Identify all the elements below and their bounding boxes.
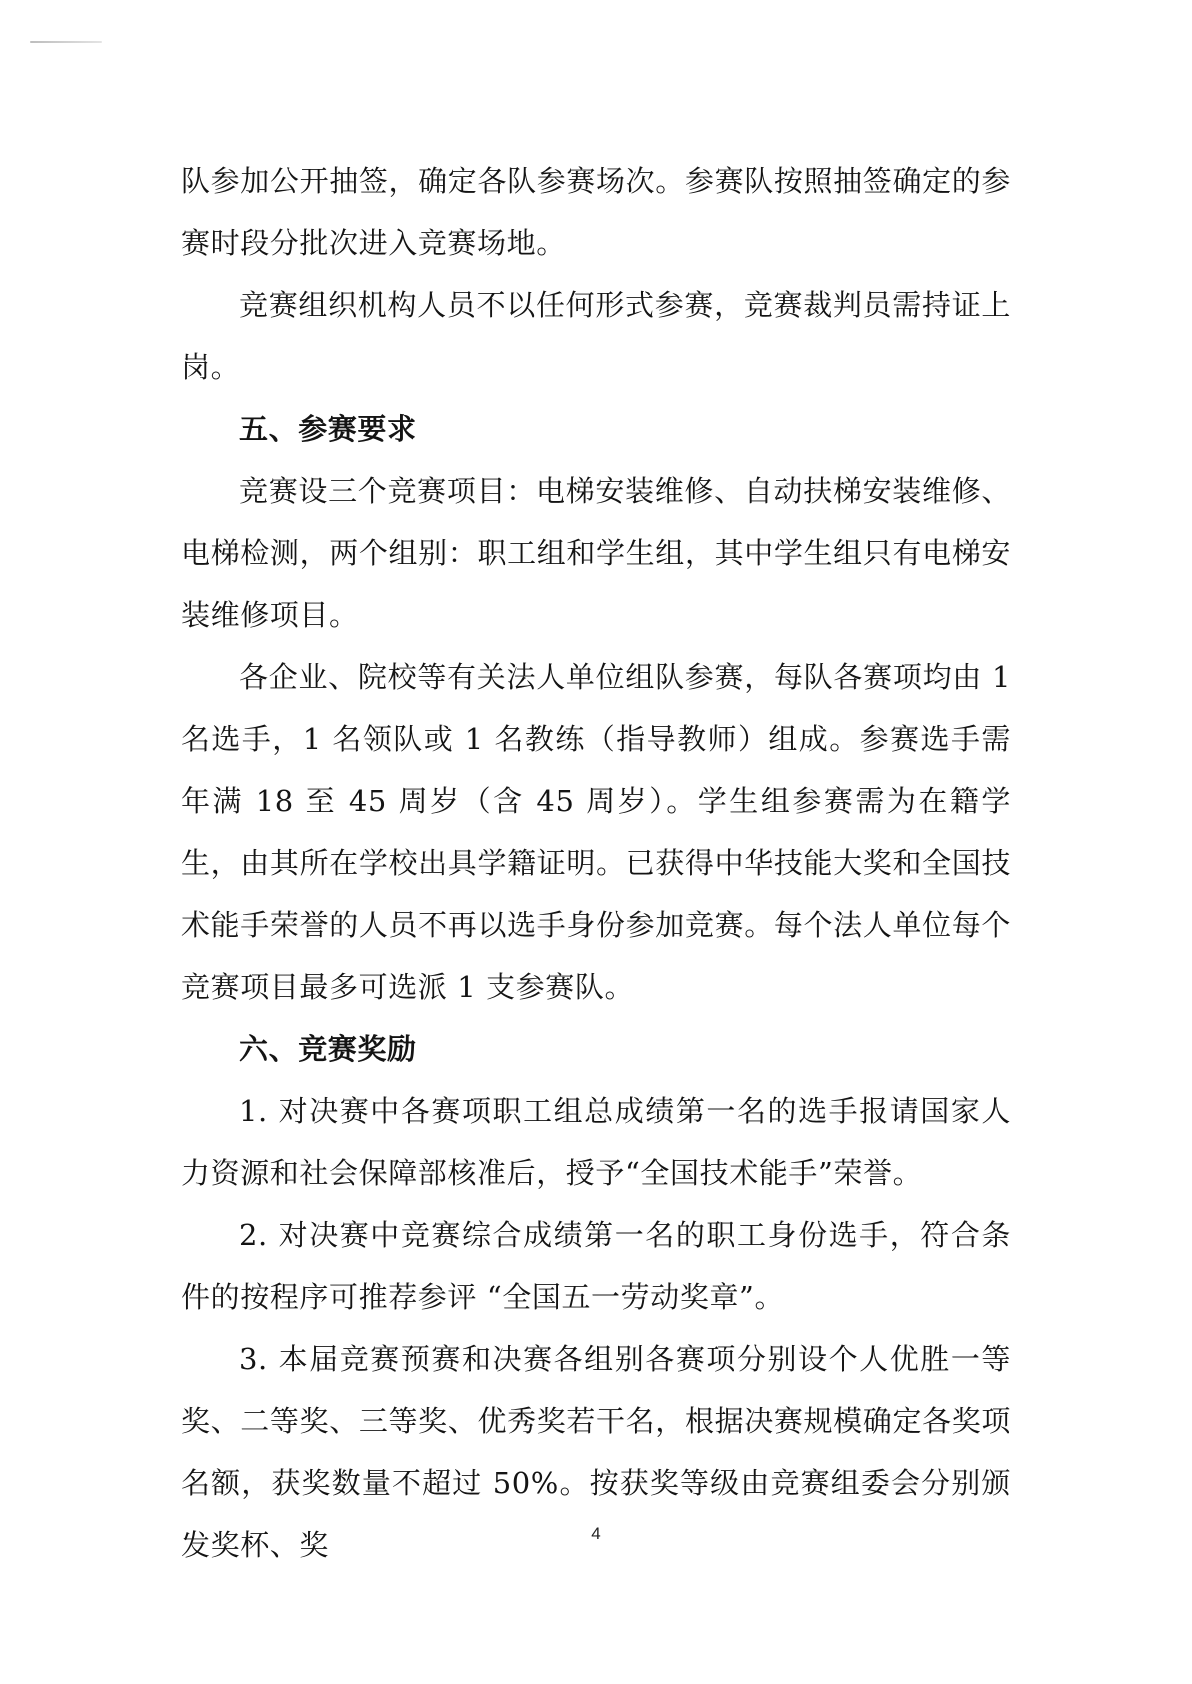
paragraph-award-1: 1. 对决赛中各赛项职工组总成绩第一名的选手报请国家人力资源和社会保障部核准后，授予“全国技术能手”荣誉。 xyxy=(181,1094,1011,1190)
paragraph-award-2: 2. 对决赛中竞赛综合成绩第一名的职工身份选手，符合条件的按程序可推荐参评 “全国五一劳动奖章”。 xyxy=(181,1218,1011,1314)
document-body xyxy=(181,150,1011,1576)
paragraph-competition-items: 竞赛设三个竞赛项目：电梯安装维修、自动扶梯安装维修、电梯检测，两个组别：职工组和学生组，其中学生组只有电梯安装维修项目。 xyxy=(181,474,1011,632)
paragraph-continued: 队参加公开抽签，确定各队参赛场次。参赛队按照抽签确定的参赛时段分批次进入竞赛场地。 xyxy=(181,164,1011,260)
section-heading-requirements: 五、参赛要求 xyxy=(239,412,417,446)
paragraph-award-3: 3. 本届竞赛预赛和决赛各组别各赛项分别设个人优胜一等奖、二等奖、三等奖、优秀奖若干名，根据决赛规模确定各奖项名额，获奖数量不超过 50%。按获奖等级由竞赛组委会分别颁发奖杯、奖 xyxy=(181,1342,1011,1562)
scan-artifact-mark xyxy=(30,41,102,43)
page-number: 4 xyxy=(591,1524,601,1543)
paragraph-team-eligibility: 各企业、院校等有关法人单位组队参赛，每队各赛项均由 1 名选手，1 名领队或 1 名教练（指导教师）组成。参赛选手需年满 18 至 45 周岁（含 45 周岁）。学生组参赛需为在籍学生，由其所在学校出具学籍证明。已获得中华技能大奖和全国技术能手荣誉的人员不再以选手身份参加竞赛。每个法人单位每个竞赛项目最多可选派 1 支参赛队。 xyxy=(181,660,1011,1004)
paragraph-staff-rules: 竞赛组织机构人员不以任何形式参赛，竞赛裁判员需持证上岗。 xyxy=(181,288,1011,384)
section-heading-awards: 六、竞赛奖励 xyxy=(239,1032,417,1066)
